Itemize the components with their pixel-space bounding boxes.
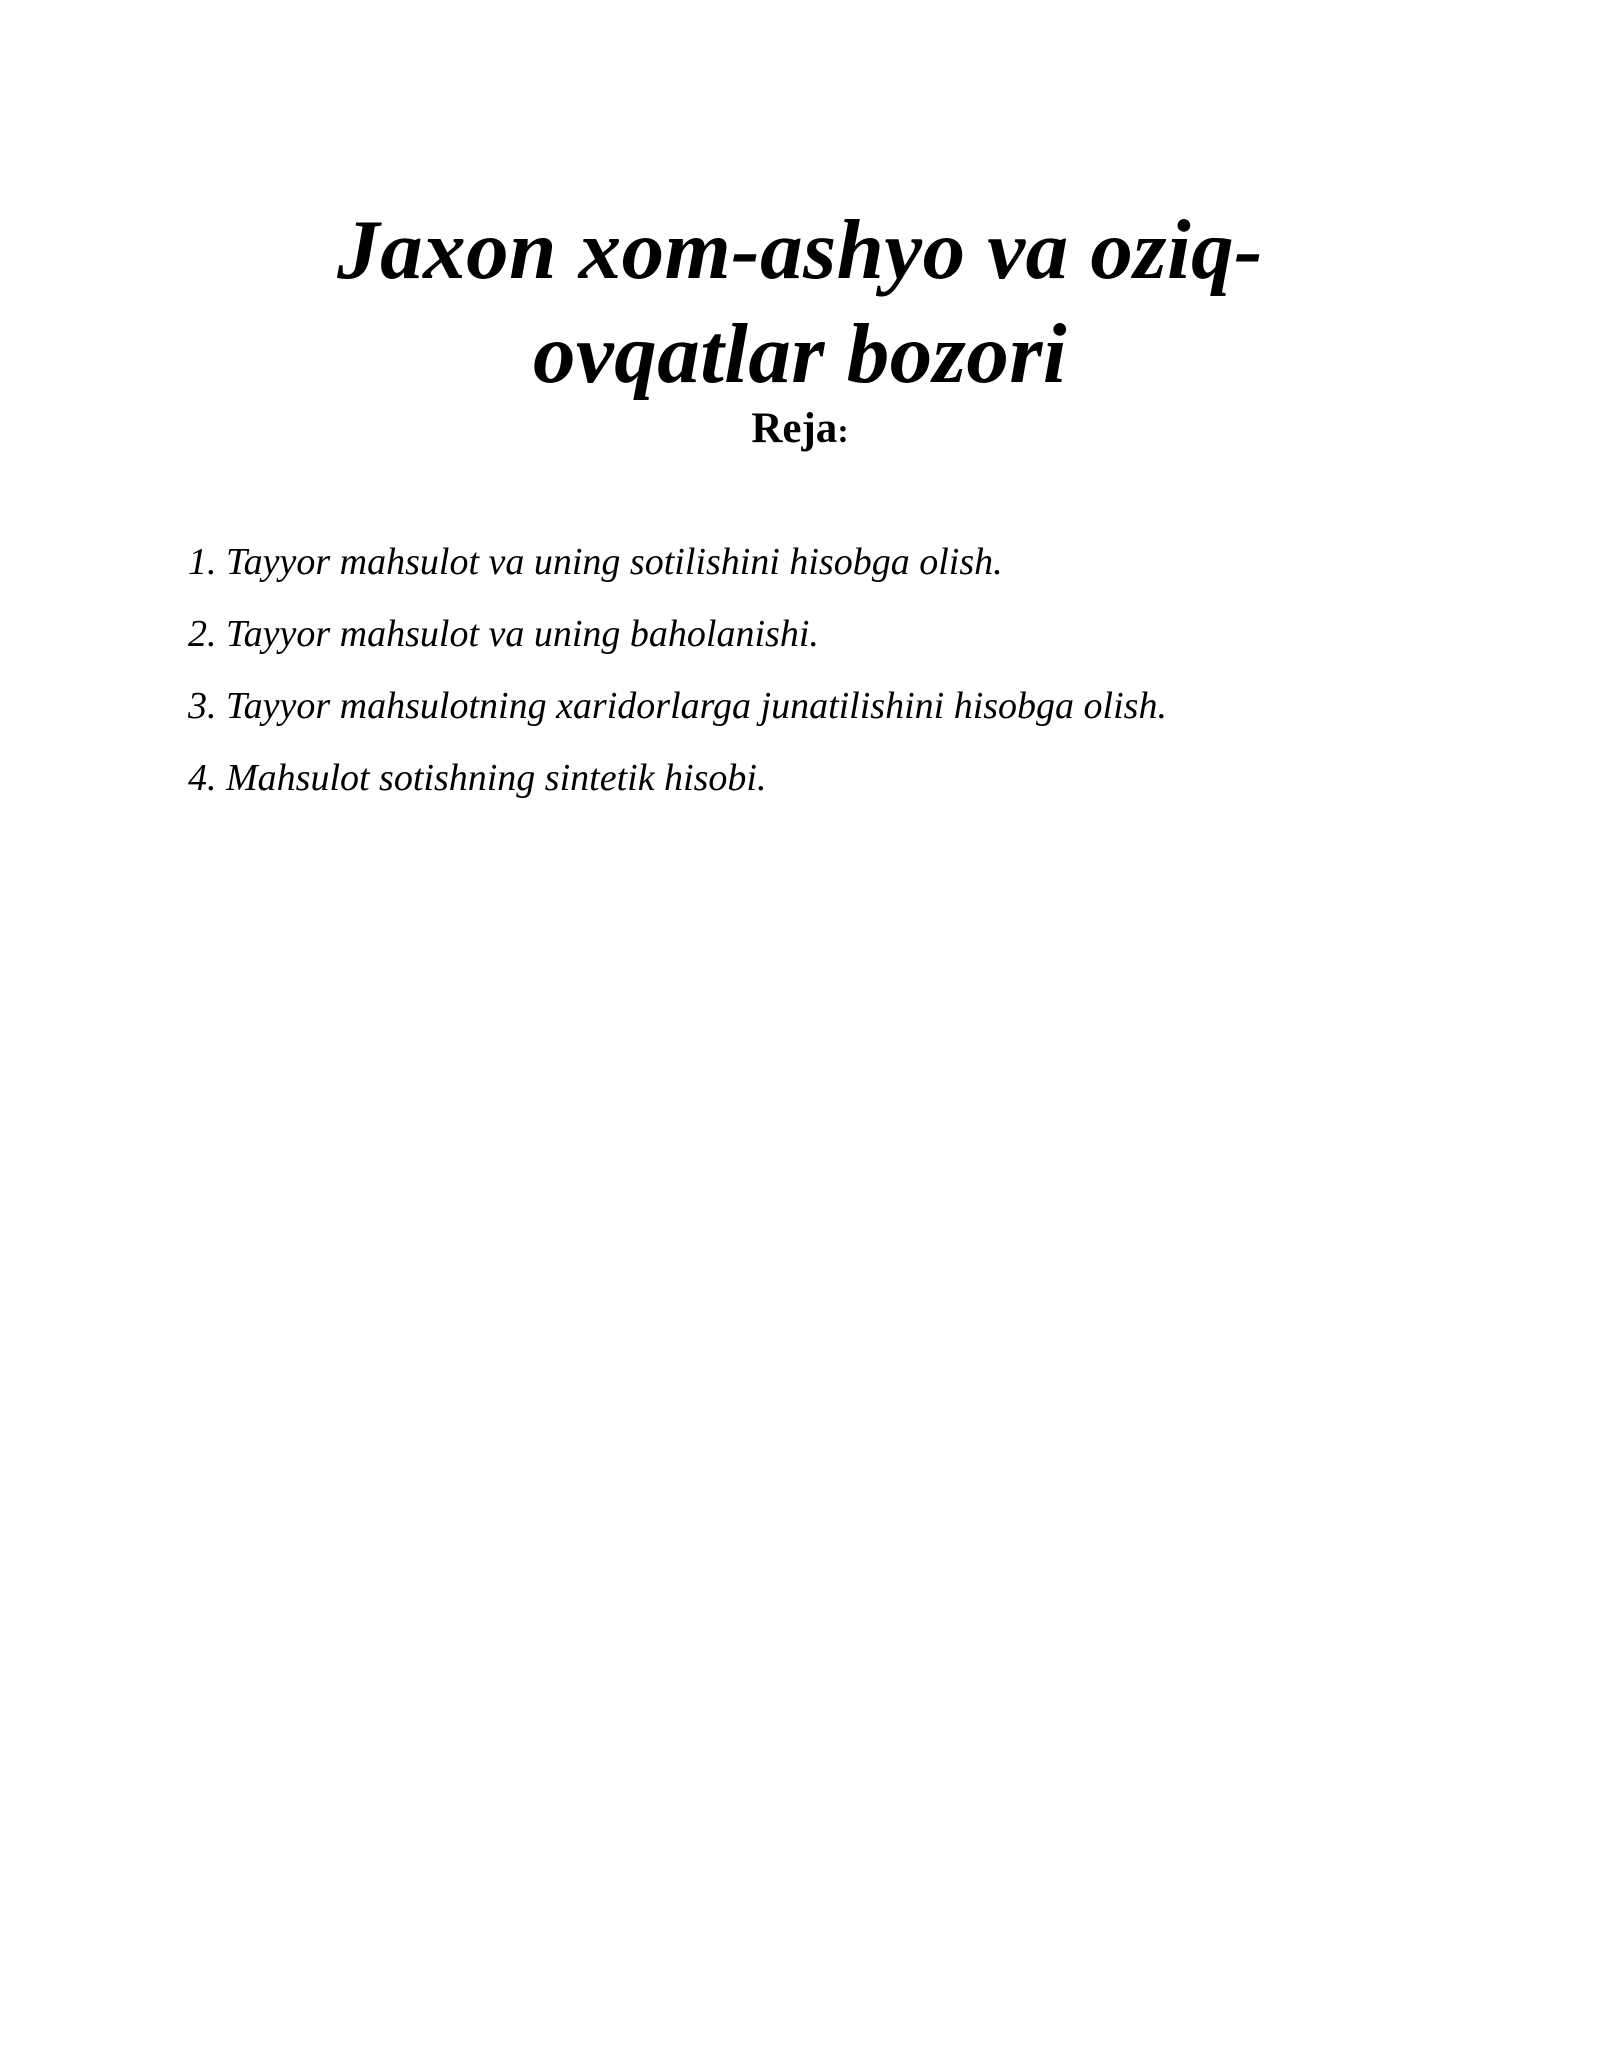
plan-heading-text: Reja: [751, 405, 838, 452]
plan-item: 1. Tayyor mahsulot va uning sotilishini hisobga olish.: [188, 541, 1003, 583]
plan-heading-colon: :: [837, 413, 849, 450]
plan-item: 4. Mahsulot sotishning sintetik hisobi.: [188, 757, 767, 799]
title-line-2: ovqatlar bozori: [532, 307, 1068, 401]
plan-item: 3. Tayyor mahsulotning xaridorlarga junatilishini hisobga olish.: [188, 685, 1167, 727]
plan-item: 2. Tayyor mahsulot va uning baholanishi.: [188, 613, 819, 655]
plan-heading: [0, 403, 1600, 458]
plan-list: [188, 526, 1528, 814]
title-line-1: Jaxon xom-ashyo va oziq-: [337, 203, 1263, 297]
document-title: [240, 198, 1360, 406]
